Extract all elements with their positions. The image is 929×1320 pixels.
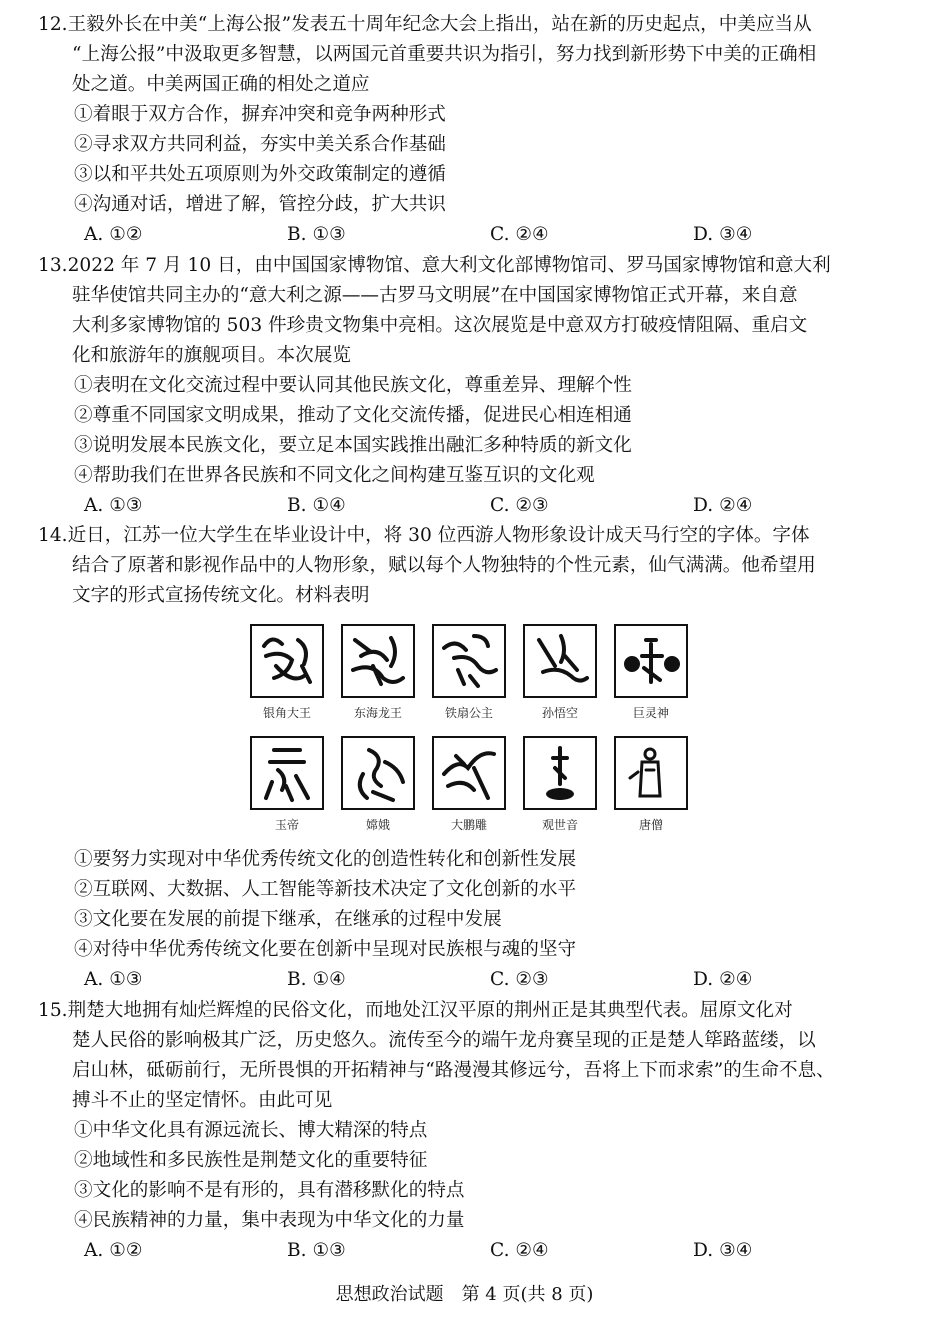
glyph-image	[250, 624, 324, 698]
statement: ④帮助我们在世界各民族和不同文化之间构建互鉴互识的文化观	[74, 465, 595, 486]
stem-line: 近日，江苏一位大学生在毕业设计中，将 30 位西游人物形象设计成天马行空的字体。字体	[67, 525, 810, 546]
stem-line: 驻华使馆共同主办的“意大利之源——古罗马文明展”在中国国家博物馆正式开幕，来自意	[72, 285, 798, 306]
question-14	[38, 521, 896, 611]
page-footer: 思想政治试题 第 4 页(共 8 页)	[335, 1284, 594, 1305]
stem-line: “上海公报”中汲取更多智慧，以两国元首重要共识为指引，努力找到新形势下中美的正确相	[72, 44, 817, 65]
question-stem	[38, 521, 896, 611]
stem-line: 大利多家博物馆的 503 件珍贵文物集中亮相。这次展览是中意双方打破疫情阻隔、重启文	[72, 315, 808, 336]
question-stem	[38, 251, 896, 371]
figure-caption: 孙悟空	[541, 706, 578, 720]
choice-b[interactable]: B. ①③	[287, 1240, 346, 1261]
figure-caption: 玉帝	[274, 818, 299, 832]
figure-caption: 铁扇公主	[444, 706, 493, 720]
question-15	[38, 996, 896, 1266]
glyph-image	[341, 624, 415, 698]
glyph-image	[341, 736, 415, 810]
stem-line: 启山林，砥砺前行，无所畏惧的开拓精神与“路漫漫其修远兮，吾将上下而求索”的生命不息、	[72, 1060, 835, 1081]
statement: ②寻求双方共同利益，夯实中美关系合作基础	[74, 134, 446, 155]
glyph-image	[614, 736, 688, 810]
figure-caption: 大鹏雕	[450, 818, 487, 832]
answer-choices	[38, 1236, 896, 1266]
statement: ③文化要在发展的前提下继承，在继承的过程中发展	[74, 909, 502, 930]
answer-choices	[38, 491, 896, 521]
choice-b[interactable]: B. ①④	[287, 969, 346, 990]
choice-c[interactable]: C. ②③	[490, 495, 549, 516]
stem-line: 搏斗不止的坚定情怀。由此可见	[72, 1090, 333, 1111]
stem-line: 2022 年 7 月 10 日，由中国国家博物馆、意大利文化部博物馆司、罗马国家博物馆和意大利	[67, 255, 831, 276]
question-13	[38, 251, 896, 521]
statement: ①中华文化具有源远流长、博大精深的特点	[74, 1120, 428, 1141]
glyph-image	[250, 736, 324, 810]
stem-line: 王毅外长在中美“上海公报”发表五十周年纪念大会上指出，站在新的历史起点，中美应当从	[67, 14, 812, 35]
figure-caption: 银角大王	[262, 706, 311, 720]
question-stem	[38, 996, 896, 1116]
choice-a[interactable]: A. ①③	[84, 495, 143, 516]
statement: ②互联网、大数据、人工智能等新技术决定了文化创新的水平	[74, 879, 577, 900]
glyph-image	[614, 624, 688, 698]
statement: ③文化的影响不是有形的，具有潜移默化的特点	[74, 1180, 465, 1201]
glyph-image	[432, 736, 506, 810]
statement: ①表明在文化交流过程中要认同其他民族文化，尊重差异、理解个性	[74, 375, 632, 396]
statement: ②尊重不同国家文明成果，推动了文化交流传播，促进民心相连相通	[74, 405, 632, 426]
question-stem	[38, 10, 896, 100]
choice-a[interactable]: A. ①②	[84, 1240, 143, 1261]
choice-d[interactable]: D. ②④	[693, 969, 753, 990]
choice-c[interactable]: C. ②③	[490, 969, 549, 990]
stem-line: 楚人民俗的影响极其广泛，历史悠久。流传至今的端午龙舟赛呈现的正是楚人筚路蓝缕，以	[72, 1030, 816, 1051]
figure-caption: 唐僧	[638, 818, 663, 832]
statement: ③以和平共处五项原则为外交政策制定的遵循	[74, 164, 446, 185]
statement: ③说明发展本民族文化，要立足本国实践推出融汇多种特质的新文化	[74, 435, 632, 456]
question-number: 13.	[38, 255, 68, 276]
glyph-image	[432, 624, 506, 698]
statement: ②地域性和多民族性是荆楚文化的重要特征	[74, 1150, 428, 1171]
choice-d[interactable]: D. ③④	[693, 224, 753, 245]
choice-c[interactable]: C. ②④	[490, 224, 549, 245]
statement: ④民族精神的力量，集中表现为中华文化的力量	[74, 1210, 465, 1231]
stem-line: 化和旅游年的旗舰项目。本次展览	[72, 345, 351, 366]
stem-line: 处之道。中美两国正确的相处之道应	[72, 74, 370, 95]
choice-d[interactable]: D. ②④	[693, 495, 753, 516]
statement: ①要努力实现对中华优秀传统文化的创造性转化和创新性发展	[74, 849, 577, 870]
choice-c[interactable]: C. ②④	[490, 1240, 549, 1261]
statement: ④对待中华优秀传统文化要在创新中呈现对民族根与魂的坚守	[74, 939, 577, 960]
choice-a[interactable]: A. ①③	[84, 969, 143, 990]
answer-choices	[38, 220, 896, 250]
choice-b[interactable]: B. ①③	[287, 224, 346, 245]
glyph-image	[523, 624, 597, 698]
figure-caption: 嫦娥	[365, 818, 390, 832]
statement: ①着眼于双方合作，摒弃冲突和竞争两种形式	[74, 104, 446, 125]
stem-line: 文字的形式宣扬传统文化。材料表明	[72, 585, 370, 606]
glyph-image	[523, 736, 597, 810]
choice-d[interactable]: D. ③④	[693, 1240, 753, 1261]
figure-caption: 观世音	[541, 818, 578, 832]
question-14-options	[38, 845, 896, 995]
answer-choices	[38, 965, 896, 995]
calligraphy-figure	[250, 624, 690, 839]
question-number: 15.	[38, 1000, 68, 1021]
stem-line: 荆楚大地拥有灿烂辉煌的民俗文化，而地处江汉平原的荆州正是其典型代表。屈原文化对	[67, 1000, 793, 1021]
figure-caption: 巨灵神	[632, 706, 669, 720]
question-number: 14.	[38, 525, 68, 546]
question-number: 12.	[38, 14, 68, 35]
choice-a[interactable]: A. ①②	[84, 224, 143, 245]
figure-caption: 东海龙王	[353, 706, 402, 720]
stem-line: 结合了原著和影视作品中的人物形象，赋以每个人物独特的个性元素，仙气满满。他希望用	[72, 555, 816, 576]
question-12	[38, 10, 896, 250]
statement: ④沟通对话，增进了解，管控分歧，扩大共识	[74, 194, 446, 215]
choice-b[interactable]: B. ①④	[287, 495, 346, 516]
